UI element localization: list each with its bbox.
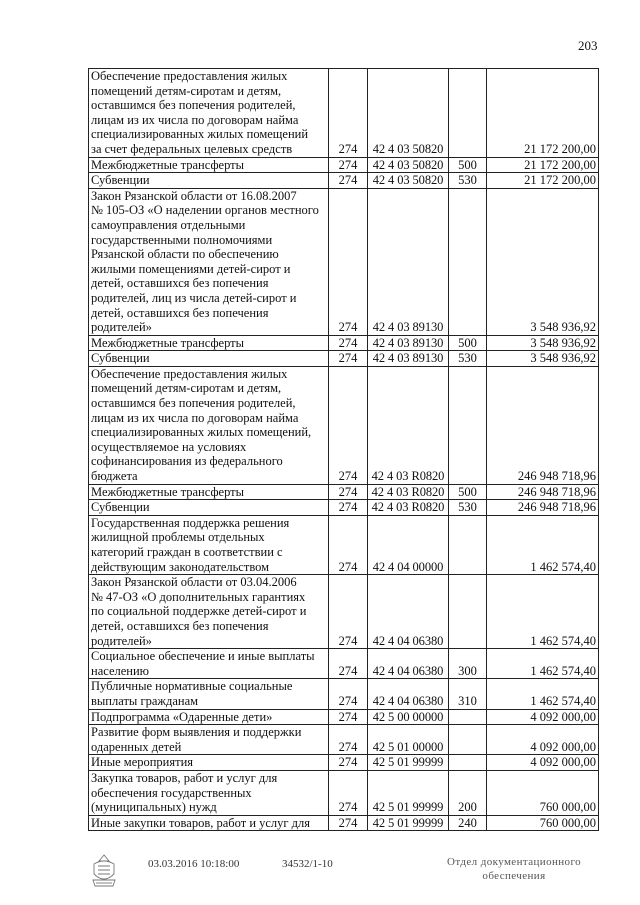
row-name: Публичные нормативные социальные выплаты гражданам bbox=[89, 679, 329, 709]
row-gr: 274 bbox=[329, 725, 368, 755]
row-name: Субвенции bbox=[89, 351, 329, 367]
row-vr: 530 bbox=[449, 351, 487, 367]
table-row bbox=[89, 815, 599, 831]
row-cs: 42 5 01 99999 bbox=[368, 770, 449, 815]
row-sum: 21 172 200,00 bbox=[487, 69, 599, 158]
table-row bbox=[89, 69, 599, 158]
table-row bbox=[89, 484, 599, 500]
row-vr bbox=[449, 515, 487, 574]
row-name: Обеспечение предоставления жилых помещений детям-сиротам и детям, оставшимся без попечения родителей, лицам из их числа по договорам найма специализированных жилых помещений, осуществляемое на условиях софинансирования из федерального бюджета bbox=[89, 366, 329, 484]
row-cs: 42 4 03 50820 bbox=[368, 173, 449, 189]
table-row bbox=[89, 335, 599, 351]
table-row bbox=[89, 173, 599, 189]
table-row bbox=[89, 351, 599, 367]
table-row bbox=[89, 649, 599, 679]
row-vr bbox=[449, 366, 487, 484]
row-cs: 42 4 03 89130 bbox=[368, 188, 449, 335]
row-name: Иные мероприятия bbox=[89, 755, 329, 771]
row-vr: 500 bbox=[449, 335, 487, 351]
row-name: Развитие форм выявления и поддержки одаренных детей bbox=[89, 725, 329, 755]
row-name: Межбюджетные трансферты bbox=[89, 157, 329, 173]
row-name: Социальное обеспечение и иные выплаты населению bbox=[89, 649, 329, 679]
row-cs: 42 4 03 50820 bbox=[368, 157, 449, 173]
budget-table bbox=[88, 68, 599, 831]
row-sum: 760 000,00 bbox=[487, 770, 599, 815]
row-vr: 500 bbox=[449, 484, 487, 500]
page-number: 203 bbox=[578, 38, 598, 53]
row-sum: 1 462 574,40 bbox=[487, 515, 599, 574]
row-gr: 274 bbox=[329, 575, 368, 649]
row-gr: 274 bbox=[329, 709, 368, 725]
row-gr: 274 bbox=[329, 188, 368, 335]
row-gr: 274 bbox=[329, 69, 368, 158]
row-gr: 274 bbox=[329, 157, 368, 173]
footer-department: Отдел документационного обеспечения bbox=[446, 856, 581, 882]
table-row bbox=[89, 500, 599, 516]
row-gr: 274 bbox=[329, 173, 368, 189]
table-row bbox=[89, 679, 599, 709]
footer-datetime: 03.03.2016 10:18:00 bbox=[148, 858, 240, 870]
row-name: Закон Рязанской области от 03.04.2006 № 47-ОЗ «О дополнительных гарантиях по социальной поддержке детей-сирот и детей, оставшихся без попечения родителей» bbox=[89, 575, 329, 649]
row-sum: 1 462 574,40 bbox=[487, 679, 599, 709]
row-sum: 3 548 936,92 bbox=[487, 188, 599, 335]
row-vr: 300 bbox=[449, 649, 487, 679]
row-cs: 42 5 01 99999 bbox=[368, 755, 449, 771]
row-sum: 246 948 718,96 bbox=[487, 484, 599, 500]
row-vr bbox=[449, 575, 487, 649]
row-vr bbox=[449, 725, 487, 755]
row-vr: 500 bbox=[449, 157, 487, 173]
row-sum: 1 462 574,40 bbox=[487, 575, 599, 649]
row-vr bbox=[449, 709, 487, 725]
row-gr: 274 bbox=[329, 484, 368, 500]
table-row bbox=[89, 725, 599, 755]
row-gr: 274 bbox=[329, 679, 368, 709]
row-vr: 530 bbox=[449, 500, 487, 516]
row-gr: 274 bbox=[329, 649, 368, 679]
row-gr: 274 bbox=[329, 366, 368, 484]
row-vr bbox=[449, 188, 487, 335]
row-name: Подпрограмма «Одаренные дети» bbox=[89, 709, 329, 725]
table-row bbox=[89, 709, 599, 725]
row-cs: 42 4 04 06380 bbox=[368, 575, 449, 649]
coat-of-arms-icon bbox=[88, 852, 120, 890]
row-sum: 246 948 718,96 bbox=[487, 500, 599, 516]
row-cs: 42 4 04 00000 bbox=[368, 515, 449, 574]
row-name: Субвенции bbox=[89, 500, 329, 516]
row-vr: 200 bbox=[449, 770, 487, 815]
row-gr: 274 bbox=[329, 335, 368, 351]
row-name: Государственная поддержка решения жилищной проблемы отдельных категорий граждан в соответствии с действующим законодательством bbox=[89, 515, 329, 574]
row-gr: 274 bbox=[329, 770, 368, 815]
row-vr: 530 bbox=[449, 173, 487, 189]
table-row bbox=[89, 575, 599, 649]
row-gr: 274 bbox=[329, 755, 368, 771]
table-row bbox=[89, 366, 599, 484]
row-gr: 274 bbox=[329, 815, 368, 831]
row-sum: 21 172 200,00 bbox=[487, 157, 599, 173]
row-cs: 42 4 03 R0820 bbox=[368, 366, 449, 484]
row-vr: 310 bbox=[449, 679, 487, 709]
table-row bbox=[89, 515, 599, 574]
table-row bbox=[89, 770, 599, 815]
row-cs: 42 4 03 R0820 bbox=[368, 484, 449, 500]
row-name: Межбюджетные трансферты bbox=[89, 335, 329, 351]
row-gr: 274 bbox=[329, 351, 368, 367]
row-gr: 274 bbox=[329, 515, 368, 574]
row-vr bbox=[449, 755, 487, 771]
row-cs: 42 5 01 99999 bbox=[368, 815, 449, 831]
row-name: Закон Рязанской области от 16.08.2007 № 105-ОЗ «О наделении органов местного самоуправления отдельными государственными полномочиями Рязанской области по обеспечению жилыми помещениями детей-сирот и детей, оставшихся без попечения родителей, лиц из числа детей-сирот и детей, оставшихся без попечения родителей» bbox=[89, 188, 329, 335]
row-sum: 4 092 000,00 bbox=[487, 709, 599, 725]
table-row bbox=[89, 755, 599, 771]
row-cs: 42 4 04 06380 bbox=[368, 649, 449, 679]
row-vr: 240 bbox=[449, 815, 487, 831]
row-name: Субвенции bbox=[89, 173, 329, 189]
row-sum: 21 172 200,00 bbox=[487, 173, 599, 189]
row-name: Обеспечение предоставления жилых помещений детям-сиротам и детям, оставшимся без попечения родителей, лицам из их числа по договорам найма специализированных жилых помещений за счет федеральных целевых средств bbox=[89, 69, 329, 158]
row-cs: 42 4 04 06380 bbox=[368, 679, 449, 709]
table-row bbox=[89, 188, 599, 335]
row-sum: 4 092 000,00 bbox=[487, 725, 599, 755]
row-name: Межбюджетные трансферты bbox=[89, 484, 329, 500]
footer-doc-number: 34532/1-10 bbox=[282, 858, 333, 870]
row-cs: 42 4 03 89130 bbox=[368, 351, 449, 367]
row-name: Иные закупки товаров, работ и услуг для bbox=[89, 815, 329, 831]
row-cs: 42 4 03 R0820 bbox=[368, 500, 449, 516]
row-sum: 1 462 574,40 bbox=[487, 649, 599, 679]
row-cs: 42 4 03 89130 bbox=[368, 335, 449, 351]
row-cs: 42 5 01 00000 bbox=[368, 725, 449, 755]
row-sum: 3 548 936,92 bbox=[487, 335, 599, 351]
row-cs: 42 5 00 00000 bbox=[368, 709, 449, 725]
row-sum: 760 000,00 bbox=[487, 815, 599, 831]
row-gr: 274 bbox=[329, 500, 368, 516]
table-row bbox=[89, 157, 599, 173]
row-sum: 3 548 936,92 bbox=[487, 351, 599, 367]
row-sum: 4 092 000,00 bbox=[487, 755, 599, 771]
row-cs: 42 4 03 50820 bbox=[368, 69, 449, 158]
row-sum: 246 948 718,96 bbox=[487, 366, 599, 484]
row-name: Закупка товаров, работ и услуг для обеспечения государственных (муниципальных) нужд bbox=[89, 770, 329, 815]
row-vr bbox=[449, 69, 487, 158]
